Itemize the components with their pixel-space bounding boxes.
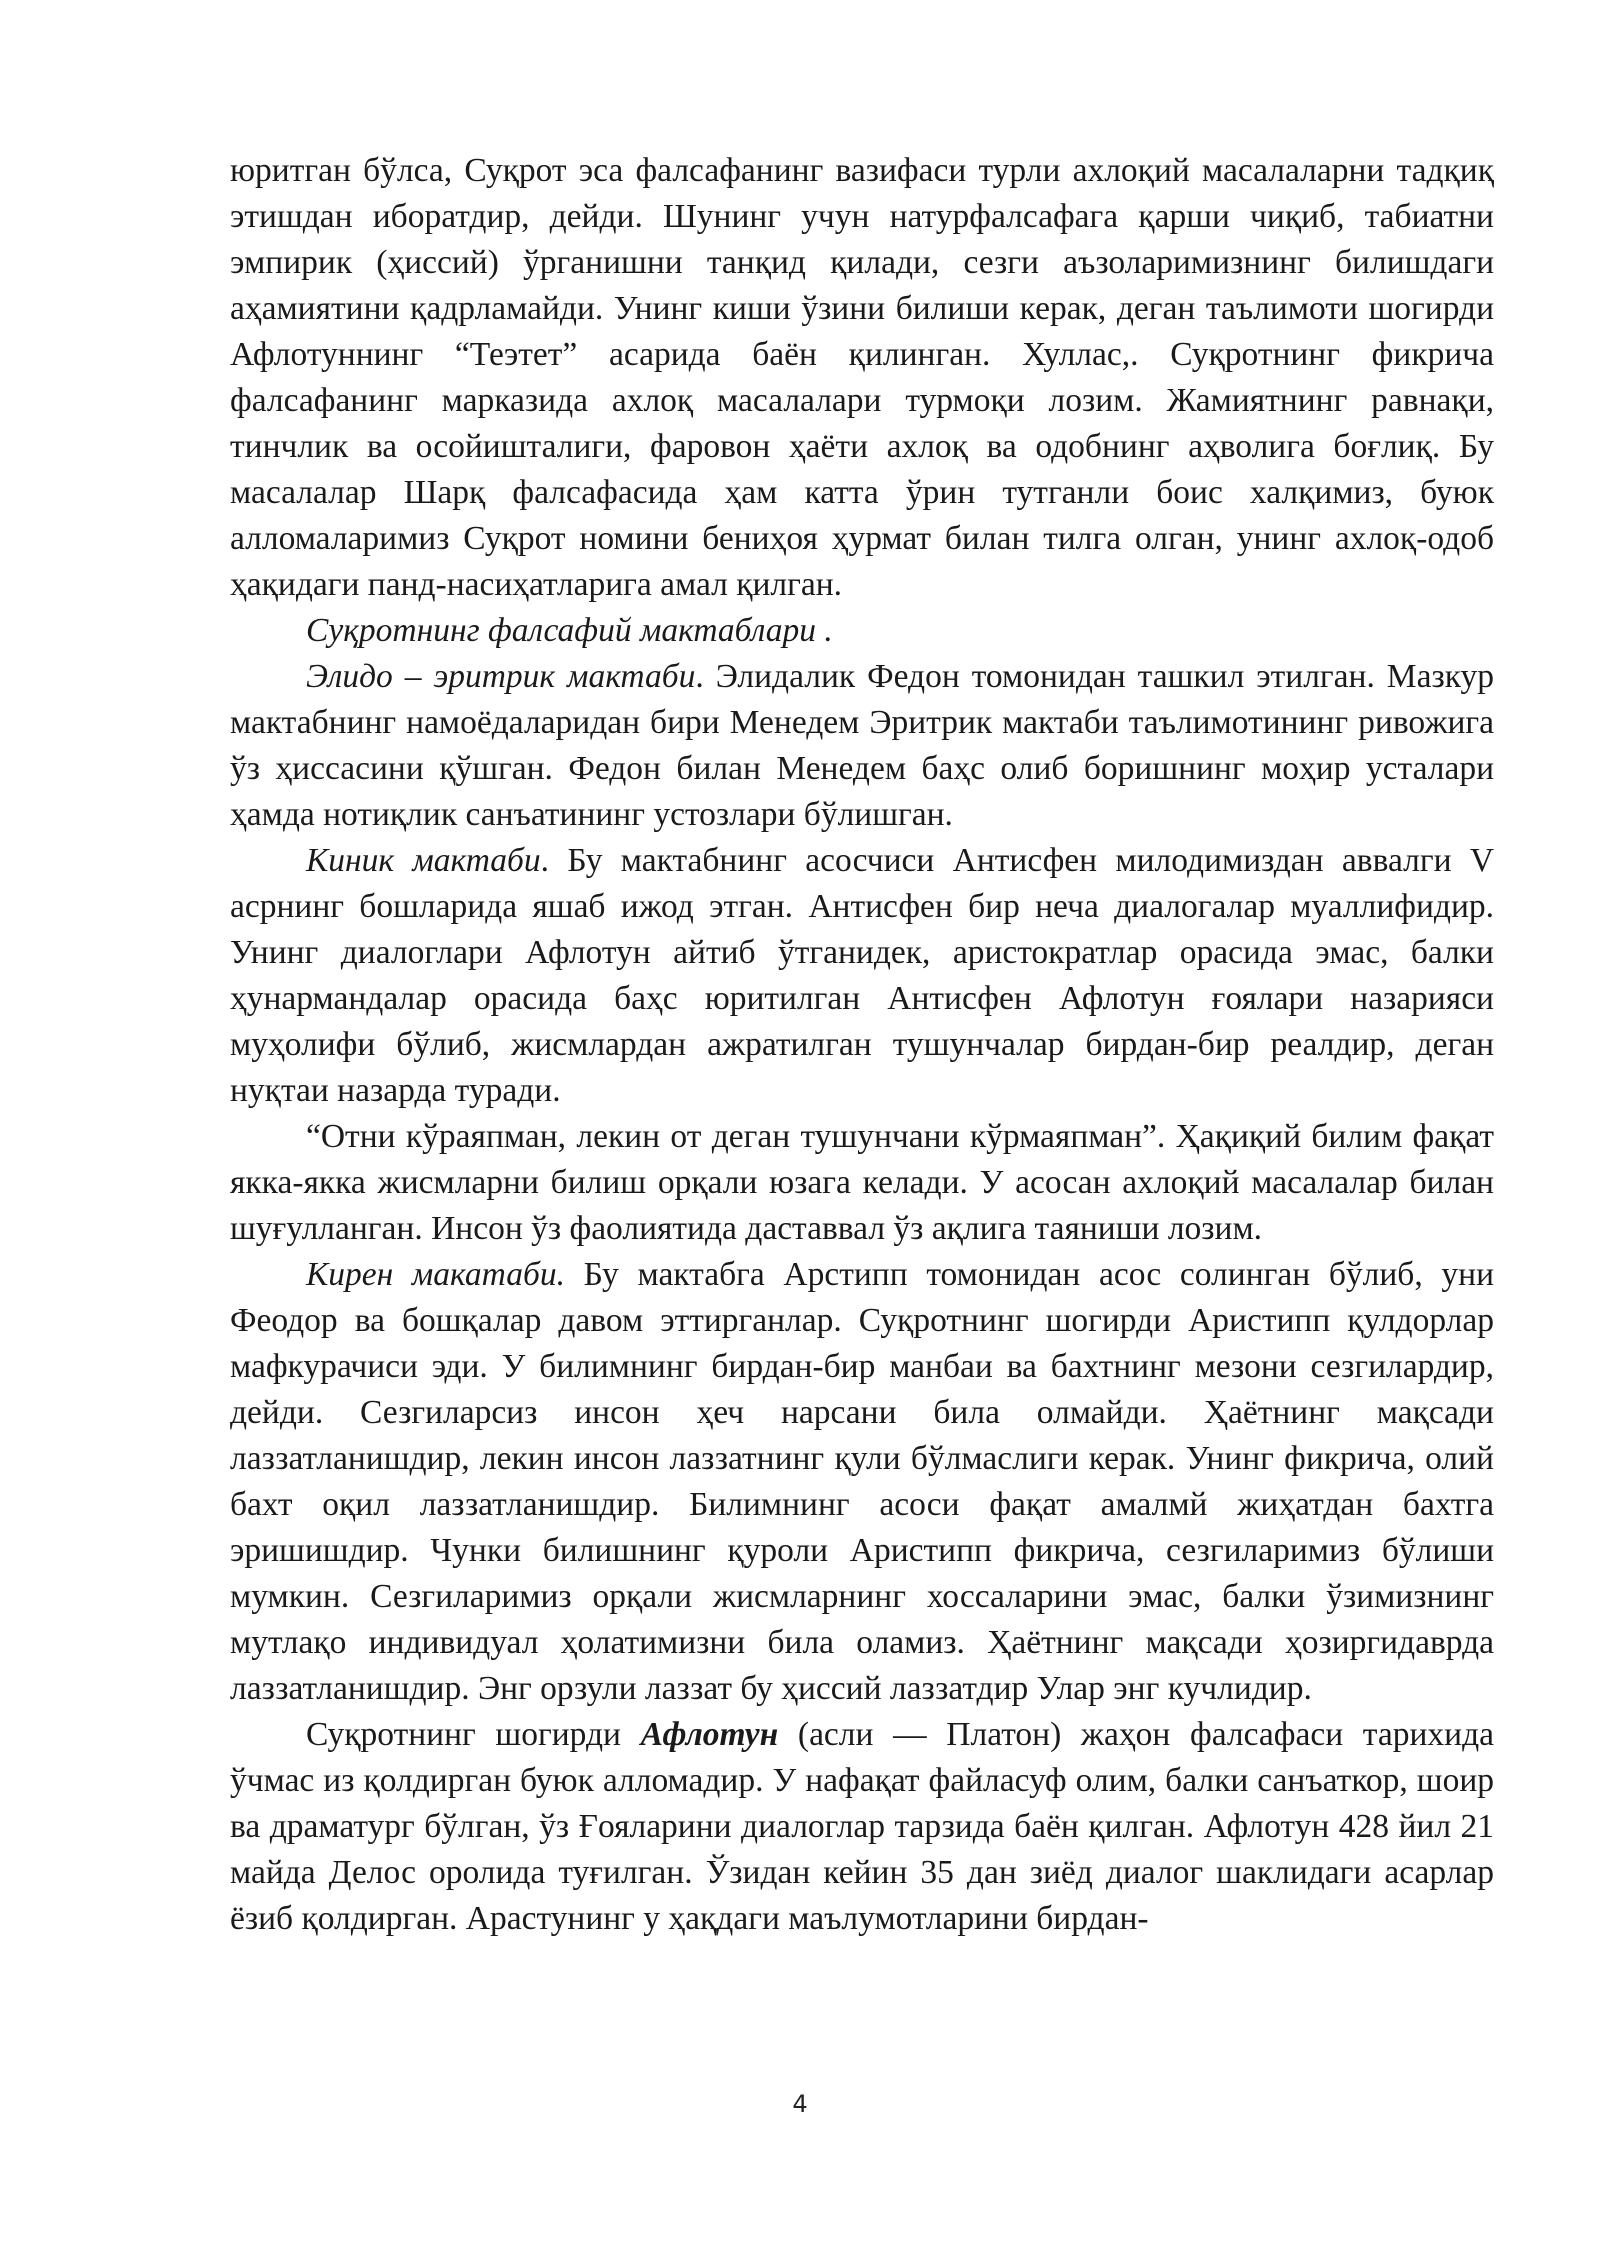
school-name-cynic: Киник мактаби <box>306 842 541 879</box>
school-name-elido: Элидо – эритрик мактаби <box>306 658 696 695</box>
name-plato: Афлотун <box>640 1716 779 1753</box>
paragraph-text: (асли — Платон) жаҳон фалсафаси тарихида ўчмас из қолдирган буюк алломадир. У нафақат файласуф олим, балки санъаткор, шоир ва драматург бўлган, ўз Ғояларини диалоглар тарзида баён қилган. Афлотун 428 йил 21 майда Делос оролида туғилган. Ўзидан кейин 35 дан зиёд диалог шаклидаги асарлар ёзиб қолдирган. Арастунинг у ҳақдаги маълумотларини бирдан- <box>230 1716 1494 1937</box>
document-body <box>230 148 1494 1942</box>
paragraph-text: Суқротнинг шогирди <box>306 1716 641 1753</box>
paragraph-plato <box>230 1712 1494 1942</box>
paragraph-cyrenaic-school <box>230 1252 1494 1712</box>
paragraph-elido-eritric-school <box>230 654 1494 838</box>
paragraph-text: . Элидалик Федон томонидан ташкил этилган. Мазкур мактабнинг намоёдаларидан бири Менедем Эритрик мактаби таълимотининг ривожига ўз ҳиссасини қўшган. Федон билан Менедем баҳс олиб боришнинг моҳир усталари ҳамда нотиқлик санъатининг устозлари бўлишган. <box>230 658 1495 833</box>
paragraph-antisthenes-quote: “Отни кўраяпман, лекин от деган тушунчани кўрмаяпман”. Ҳақиқий билим фақат якка-якка жисмларни билиш орқали юзага келади. У асосан ахлоқий масалалар билан шуғулланган. Инсон ўз фаолиятида даставвал ўз ақлига таяниши лозим. <box>230 1118 1494 1247</box>
paragraph-socrates-ethics: юритган бўлса, Суқрот эса фалсафанинг вазифаси турли ахлоқий масалаларни тадқиқ этишдан иборатдир, дейди. Шунинг учун натурфалсафага қарши чиқиб, табиатни эмпирик (ҳиссий) ўрганишни танқид қилади, сезги аъзоларимизнинг билишдаги аҳамиятини қадрламайди. Унинг киши ўзини билиши керак, деган таълимоти шогирди Афлотуннинг “Теэтет” асарида баён қилинган. Хуллас,. Суқротнинг фикрича фалсафанинг марказида ахлоқ масалалари турмоқи лозим. Жамиятнинг равнақи, тинчлик ва осойишталиги, фаровон ҳаёти ахлоқ ва одобнинг аҳволига боғлиқ. Бу масалалар Шарқ фалсафасида ҳам катта ўрин тутганли боис халқимиз, буюк алломаларимиз Суқрот номини бениҳоя ҳурмат билан тилга олган, унинг ахлоқ-одоб ҳақидаги панд-насиҳатларига амал қилган. <box>230 152 1494 603</box>
page-number: 4 <box>792 2090 808 2118</box>
paragraph-text: . Бу мактабнинг асосчиси Антисфен милодимиздан аввалги V асрнинг бошларида яшаб ижод этган. Антисфен бир неча диалогалар муаллифидир. Унинг диалоглари Афлотун айтиб ўтганидек, аристократлар орасида эмас, балки ҳунармандалар орасида баҳс юритилган Антисфен Афлотун ғоялари назарияси муҳолифи бўлиб, жисмлардан ажратилган тушунчалар бирдан-бир реалдир, деган нуқтаи назарда туради. <box>230 842 1495 1109</box>
section-heading-schools: Суқротнинг фалсафий мактаблари . <box>306 612 833 649</box>
paragraph-cynic-school <box>230 838 1494 1114</box>
school-name-cyrenaic: Кирен макатаби. <box>306 1256 565 1293</box>
paragraph-text: Бу мактабга Арстипп томонидан асос солинган бўлиб, уни Феодор ва бошқалар давом эттирганлар. Суқротнинг шогирди Аристипп қулдорлар мафкурачиси эди. У билимнинг бирдан-бир манбаи ва бахтнинг мезони сезгилардир, дейди. Сезгиларсиз инсон ҳеч нарсани била олмайди. Ҳаётнинг мақсади лаззатланишдир, лекин инсон лаззатнинг қули бўлмаслиги керак. Унинг фикрича, олий бахт оқил лаззатланишдир. Билимнинг асоси фақат амалмй жиҳатдан бахтга эришишдир. Чунки билишнинг қуроли Аристипп фикрича, сезгиларимиз бўлиши мумкин. Сезгиларимиз орқали жисмларнинг хоссаларини эмас, балки ўзимизнинг мутлақо индивидуал ҳолатимизни била оламиз. Ҳаётнинг мақсади ҳозиргидаврда лаззатланишдир. Энг орзули лаззат бу ҳиссий лаззатдир Улар энг кучлидир. <box>230 1256 1494 1707</box>
